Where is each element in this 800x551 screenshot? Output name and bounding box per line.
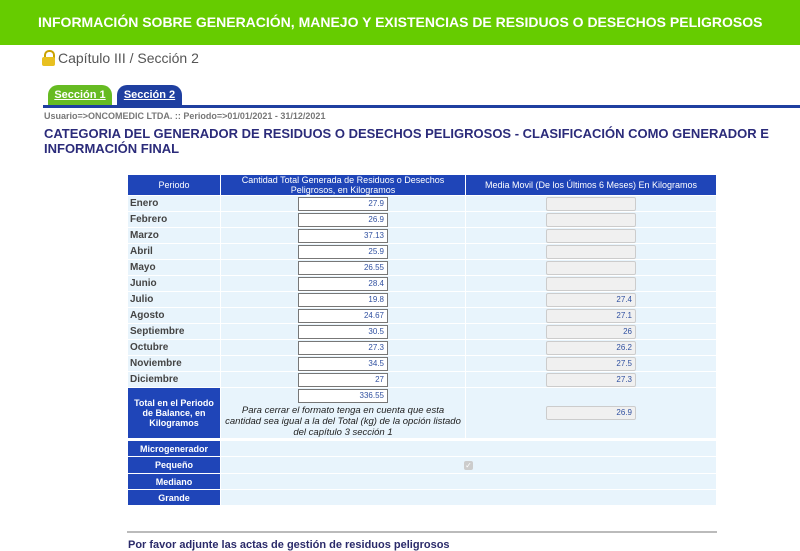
table-row: [128, 372, 716, 387]
total-input[interactable]: 19.8: [298, 293, 388, 307]
media-field: 27.5: [546, 357, 636, 371]
month-label: Mayo: [128, 260, 220, 275]
month-label: Marzo: [128, 228, 220, 243]
total-input[interactable]: 27: [298, 373, 388, 387]
table-row: [128, 244, 716, 259]
category-label: Pequeño: [128, 457, 220, 473]
category-label: Mediano: [128, 474, 220, 489]
media-field: 27.1: [546, 309, 636, 323]
page-header: INFORMACIÓN SOBRE GENERACIÓN, MANEJO Y EXISTENCIAS DE RESIDUOS O DESECHOS PELIGROSOS: [0, 0, 800, 45]
table-row: [128, 340, 716, 355]
total-media-field: 26.9: [546, 406, 636, 420]
category-row: [128, 457, 716, 473]
tab-seccion-1[interactable]: Sección 1: [48, 85, 112, 105]
breadcrumb-text: Capítulo III / Sección 2: [58, 50, 199, 66]
table-row: [128, 356, 716, 371]
media-field: [546, 213, 636, 227]
total-input[interactable]: 34.5: [298, 357, 388, 371]
media-field: [546, 277, 636, 291]
month-label: Abril: [128, 244, 220, 259]
user-period-info: Usuario=>ONCOMEDIC LTDA. :: Periodo=>01/01/2021 - 31/12/2021: [44, 111, 326, 121]
total-label: Total en el Periodo de Balance, en Kilogramos: [128, 388, 220, 438]
media-field: [546, 261, 636, 275]
month-label: Enero: [128, 196, 220, 211]
month-label: Julio: [128, 292, 220, 307]
table-row: [128, 292, 716, 307]
tab-divider: [43, 105, 800, 108]
month-label: Noviembre: [128, 356, 220, 371]
category-row: [128, 441, 716, 456]
table-row: [128, 308, 716, 323]
media-field: 26.2: [546, 341, 636, 355]
total-input[interactable]: 26.55: [298, 261, 388, 275]
table-row: [128, 228, 716, 243]
total-input[interactable]: 26.9: [298, 213, 388, 227]
total-note: Para cerrar el formato tenga en cuenta que esta cantidad sea igual a la del Total (kg) de la opción listado del capítulo 3 sección 1: [225, 404, 461, 438]
section-title: CATEGORIA DEL GENERADOR DE RESIDUOS O DESECHOS PELIGROSOS - CLASIFICACIÓN COMO GENERADOR E INFORMACIÓN FINAL: [44, 126, 769, 156]
lock-icon: [42, 50, 55, 66]
header-periodo: Periodo: [128, 175, 220, 195]
total-row: [128, 388, 716, 438]
tab-seccion-2[interactable]: Sección 2: [117, 85, 182, 105]
table-row: [128, 276, 716, 291]
header-cantidad: Cantidad Total Generada de Residuos o Desechos Peligrosos, en Kilogramos: [221, 175, 465, 195]
table-row: [128, 324, 716, 339]
total-input[interactable]: 27.3: [298, 341, 388, 355]
table-row: [128, 260, 716, 275]
attach-instructions: Por favor adjunte las actas de gestión de residuos peligrosos: [128, 539, 450, 551]
category-row: [128, 474, 716, 489]
category-label: Grande: [128, 490, 220, 505]
month-label: Octubre: [128, 340, 220, 355]
month-label: Diciembre: [128, 372, 220, 387]
month-label: Septiembre: [128, 324, 220, 339]
media-field: 27.4: [546, 293, 636, 307]
media-field: [546, 197, 636, 211]
media-field: 27.3: [546, 373, 636, 387]
total-input[interactable]: 24.67: [298, 309, 388, 323]
media-field: [546, 245, 636, 259]
total-input[interactable]: 37.13: [298, 229, 388, 243]
total-sum-input[interactable]: 336.55: [298, 389, 388, 403]
table-row: [128, 196, 716, 211]
header-media: Media Movil (De los Últimos 6 Meses) En Kilogramos: [466, 175, 716, 195]
total-input[interactable]: 30.5: [298, 325, 388, 339]
month-label: Junio: [128, 276, 220, 291]
month-label: Agosto: [128, 308, 220, 323]
category-label: Microgenerador: [128, 441, 220, 456]
month-label: Febrero: [128, 212, 220, 227]
table-row: [128, 212, 716, 227]
total-input[interactable]: 28.4: [298, 277, 388, 291]
breadcrumb: [42, 50, 199, 66]
total-input[interactable]: 27.9: [298, 197, 388, 211]
category-checkbox[interactable]: ✓: [465, 460, 472, 470]
total-input[interactable]: 25.9: [298, 245, 388, 259]
waste-table: [127, 174, 717, 506]
divider: [127, 531, 717, 533]
category-row: [128, 490, 716, 505]
media-field: 26: [546, 325, 636, 339]
media-field: [546, 229, 636, 243]
